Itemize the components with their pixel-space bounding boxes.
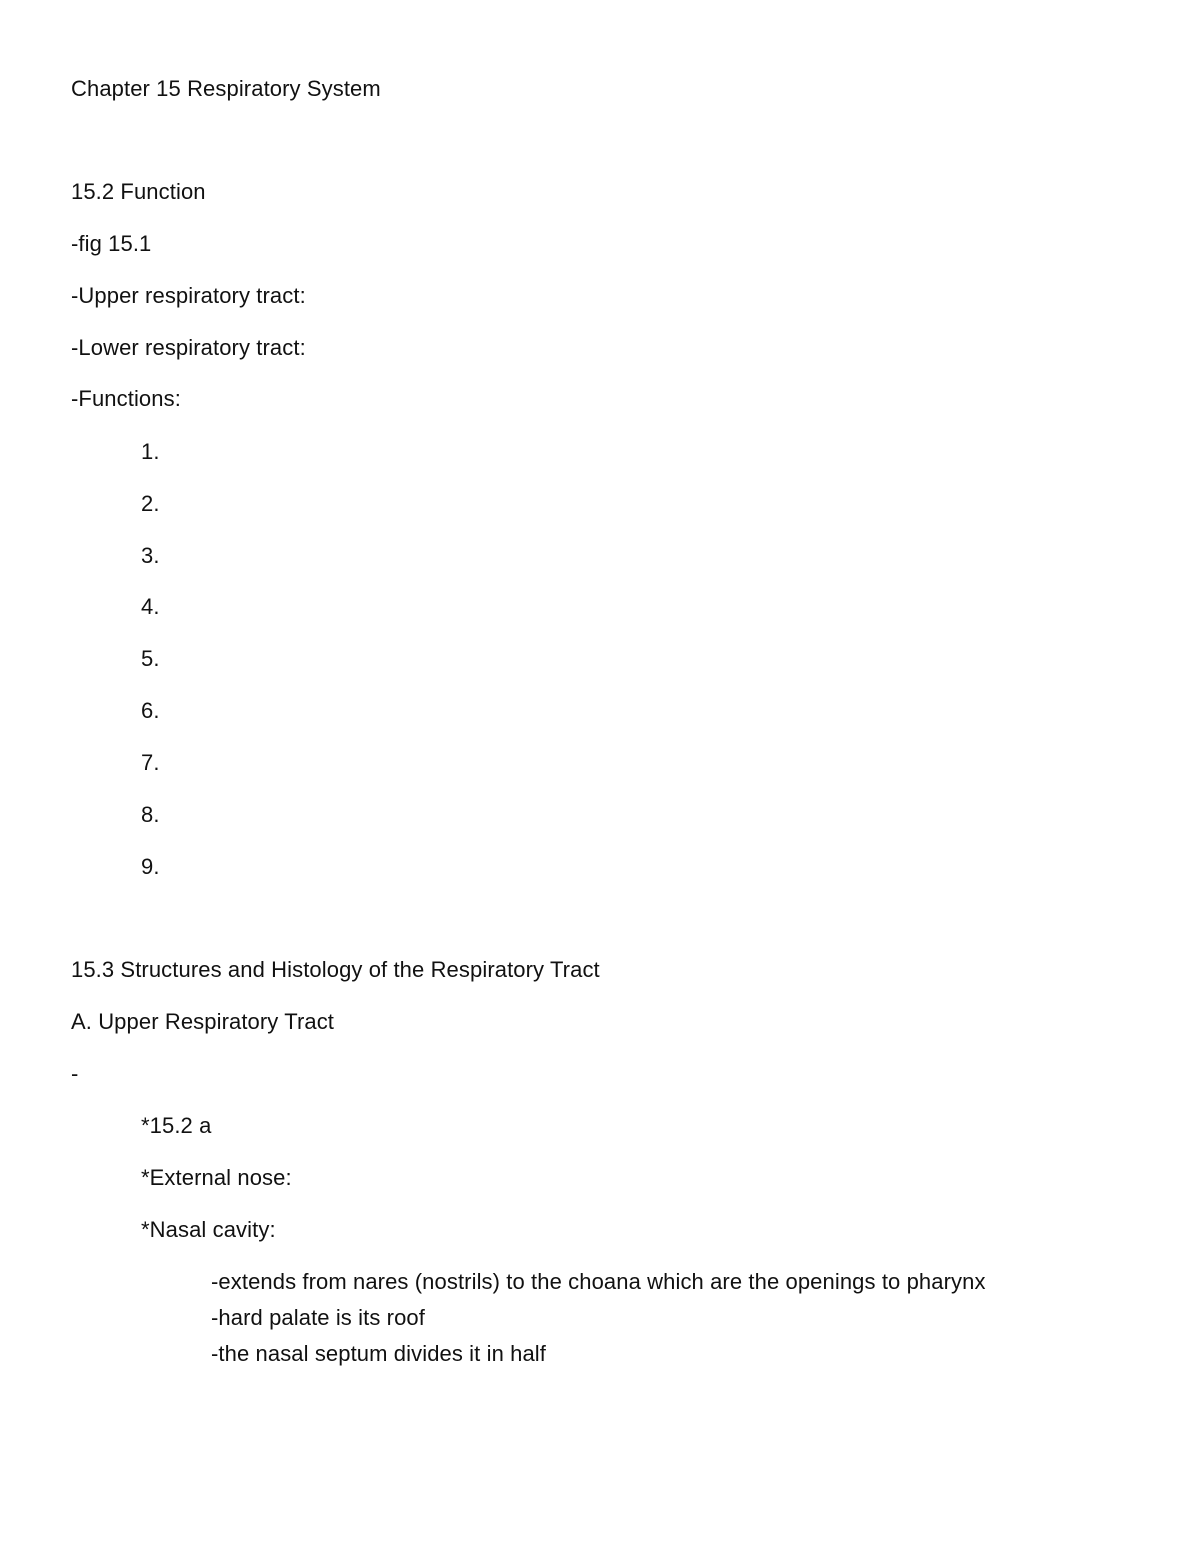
functions-list-item: 1.	[141, 439, 160, 464]
functions-list-item: 4.	[141, 594, 160, 619]
empty-dash-line: -	[71, 1061, 79, 1086]
subheading-upper-tract: A. Upper Respiratory Tract	[71, 1009, 335, 1034]
functions-list-item: 6.	[141, 698, 160, 723]
bullet-item: *15.2 a	[141, 1113, 212, 1138]
functions-list-item: 2.	[141, 491, 160, 516]
functions-list-item: 3.	[141, 543, 160, 568]
nasal-cavity-note: -hard palate is its roof	[211, 1305, 425, 1330]
functions-list-item: 9.	[141, 854, 160, 879]
upper-tract-label: -Upper respiratory tract:	[71, 283, 306, 308]
chapter-title: Chapter 15 Respiratory System	[71, 76, 381, 101]
section-heading-function: 15.2 Function	[71, 179, 206, 204]
lower-tract-label: -Lower respiratory tract:	[71, 335, 306, 360]
bullet-item: *Nasal cavity:	[141, 1217, 276, 1242]
nasal-cavity-note: -the nasal septum divides it in half	[211, 1341, 546, 1366]
functions-list-item: 5.	[141, 646, 160, 671]
nasal-cavity-note: -extends from nares (nostrils) to the choana which are the openings to pharynx	[211, 1269, 986, 1294]
functions-list-item: 7.	[141, 750, 160, 775]
fig-reference: -fig 15.1	[71, 231, 152, 256]
functions-label: -Functions:	[71, 386, 181, 411]
bullet-item: *External nose:	[141, 1165, 292, 1190]
functions-list-item: 8.	[141, 802, 160, 827]
section-heading-structures: 15.3 Structures and Histology of the Respiratory Tract	[71, 957, 600, 982]
